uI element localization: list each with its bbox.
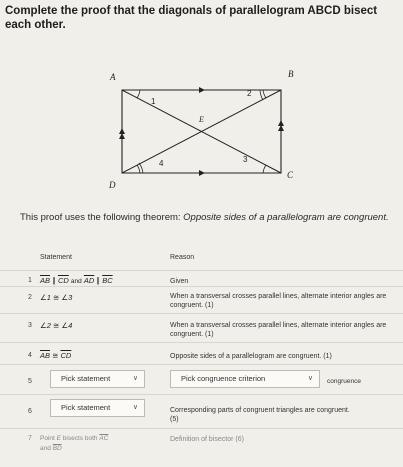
- label-B: B: [288, 69, 294, 79]
- dropdown-label: Pick statement: [61, 374, 111, 383]
- angle-mark-1: [137, 90, 140, 98]
- proof-row-3: [0, 313, 403, 339]
- label-E: E: [199, 115, 204, 124]
- angle-mark-3: [263, 165, 266, 173]
- statement-2: ∠1 ≅ ∠3: [40, 293, 73, 302]
- label-C: C: [287, 170, 294, 180]
- label-A: A: [110, 72, 116, 82]
- reason-3: When a transversal crosses parallel lines, alternate interior angles are congruent. (1): [170, 322, 387, 338]
- proof-row-6: [0, 394, 403, 426]
- reason-4: Opposite sides of a parallelogram are congruent. (1): [170, 353, 332, 360]
- arrow-bottom: [199, 170, 205, 176]
- chevron-down-icon: ∨: [132, 375, 138, 382]
- reason-6: Corresponding parts of congruent triangles are congruent. (5): [170, 407, 350, 423]
- row-number: 1: [28, 277, 32, 284]
- row-number: 5: [28, 378, 32, 385]
- question-prompt: Complete the proof that the diagonals of parallelogram ABCD bisect each other.: [5, 5, 378, 31]
- header-reason: Reason: [170, 254, 195, 261]
- angle-mark-2: [263, 90, 266, 98]
- dropdown-label: Pick statement: [61, 403, 111, 412]
- proof-row-7: [0, 428, 403, 467]
- row-number: 7: [28, 435, 32, 442]
- angle-label-2: 2: [247, 89, 252, 98]
- angle-label-4: 4: [159, 159, 164, 168]
- reason-7: Definition of bisector (6): [170, 436, 244, 443]
- statement-1: $\overline{AB}$ ∥ $\overline{CD}$ and $\overline{AD}$ ∥ $\overline{BC}$: [40, 276, 113, 285]
- pick-statement-dropdown-6[interactable]: [50, 399, 145, 417]
- row-number: 2: [28, 294, 32, 301]
- header-statement: Statement: [40, 254, 72, 261]
- proof-row-1: [0, 270, 403, 286]
- row-number: 4: [28, 352, 32, 359]
- chevron-down-icon: ∨: [132, 404, 138, 411]
- angle-label-1: 1: [151, 97, 156, 106]
- proof-row-5: [0, 364, 403, 394]
- dropdown-label: Pick congruence criterion: [181, 374, 266, 383]
- statement-4: $\overline{AB}$ ≅ $\overline{CD}$: [40, 351, 72, 360]
- proof-row-2: [0, 286, 403, 310]
- statement-3: ∠2 ≅ ∠4: [40, 321, 73, 330]
- statement-7: Point E bisects both $\overline{AC}$ and $\overline{BD}$: [40, 435, 109, 452]
- chevron-down-icon: ∨: [307, 375, 313, 382]
- pick-congruence-criterion-dropdown[interactable]: [170, 370, 320, 388]
- label-D: D: [109, 180, 116, 190]
- row-number: 6: [28, 408, 32, 415]
- parallelogram-figure: [0, 60, 403, 195]
- angle-mark-4: [137, 165, 140, 173]
- theorem-text: This proof uses the following theorem: Opposite sides of a parallelogram are congruent.: [20, 212, 389, 223]
- reason-2: When a transversal crosses parallel lines, alternate interior angles are congruent. (1): [170, 293, 387, 309]
- reason-1: Given: [170, 278, 189, 285]
- arrow-top: [199, 87, 205, 93]
- row-number: 3: [28, 322, 32, 329]
- reason-5-suffix: congruence: [327, 378, 361, 385]
- angle-mark-2b: [260, 90, 263, 100]
- proof-row-4: [0, 342, 403, 362]
- pick-statement-dropdown-5[interactable]: [50, 370, 145, 388]
- angle-label-3: 3: [243, 155, 248, 164]
